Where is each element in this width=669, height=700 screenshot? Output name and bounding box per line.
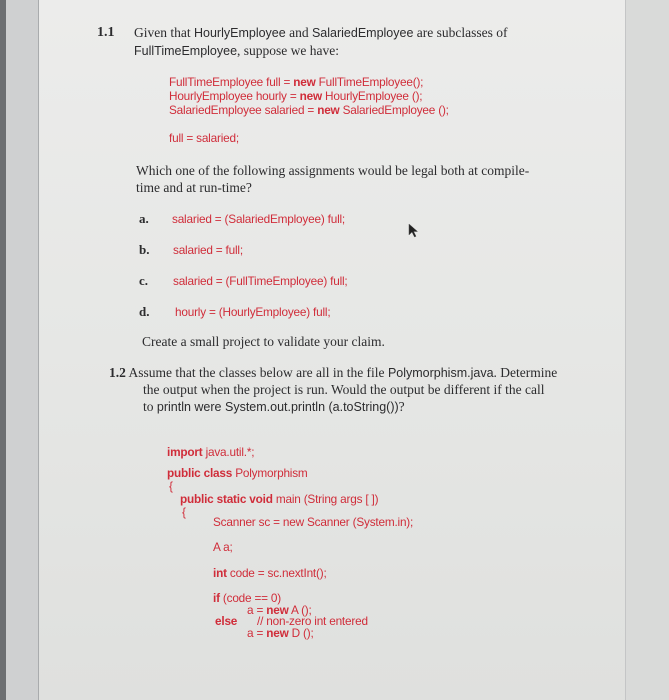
code-keyword: new (266, 603, 289, 617)
text: , suppose we have: (237, 43, 340, 58)
q2-line3 (143, 399, 405, 415)
code-import (167, 445, 254, 459)
code-decl: A a; (213, 540, 233, 554)
code-text: HourlyEmployee (); (321, 89, 423, 103)
text: are subclasses of (413, 25, 508, 40)
code-text: SalariedEmployee salaried = (169, 103, 318, 117)
code-assignment: full = salaried; (169, 131, 239, 145)
code-text: FullTimeEmployee(); (315, 75, 424, 89)
code-keyword: if (213, 591, 220, 605)
q1-question-line2: time and at run-time? (136, 180, 252, 195)
inline-code: println were System.out.println (a.toString()) (156, 400, 399, 414)
code-text: a = (247, 603, 267, 617)
option-label-b: b. (139, 242, 150, 257)
option-code-c: salaried = (FullTimeEmployee) full; (173, 274, 348, 288)
code-int (213, 566, 327, 580)
class-name: HourlyEmployee (194, 26, 286, 40)
option-code-b: salaried = full; (173, 243, 243, 257)
text: ? (398, 399, 405, 414)
code-class-decl (167, 466, 308, 480)
code-else (215, 614, 237, 628)
code-text: HourlyEmployee hourly = (169, 89, 300, 103)
code-line (169, 75, 423, 89)
code-assign-d (247, 626, 314, 640)
code-text: (code == 0) (219, 591, 282, 605)
question-number-1-2: 1.2 (109, 365, 126, 380)
code-keyword: int (213, 566, 227, 580)
q1-intro-line2 (134, 43, 339, 59)
code-keyword: import (167, 445, 203, 459)
code-keyword: public static void (180, 492, 273, 506)
option-label-a: a. (139, 211, 149, 226)
code-text: a = (247, 626, 267, 640)
code-text: java.util.*; (202, 445, 255, 459)
code-text: SalariedEmployee (); (339, 103, 449, 117)
text: . Determine (493, 365, 558, 380)
code-comment: // non-zero int entered (257, 614, 368, 628)
code-line (169, 89, 422, 103)
code-brace: { (169, 479, 173, 493)
code-line (169, 103, 449, 117)
file-name: Polymorphism.java (387, 366, 494, 380)
option-code-a: salaried = (SalariedEmployee) full; (172, 212, 345, 226)
q1-intro-line1 (134, 25, 508, 41)
page-shadow-right (623, 0, 669, 700)
code-text: code = sc.nextInt(); (226, 566, 327, 580)
code-main-decl (180, 492, 378, 506)
code-text: Polymorphism (232, 466, 308, 480)
code-keyword: else (215, 614, 238, 628)
code-text: FullTimeEmployee full = (169, 75, 294, 89)
code-keyword: public class (167, 466, 233, 480)
question-number-1-1: 1.1 (97, 25, 115, 40)
text: to (143, 399, 157, 414)
code-brace: { (182, 505, 186, 519)
text: and (285, 25, 312, 40)
text: Given that (134, 25, 194, 40)
q2-line1 (109, 365, 557, 381)
q2-line2: the output when the project is run. Would the output be different if the call (143, 382, 545, 397)
code-keyword: new (299, 89, 322, 103)
code-text: D (); (288, 626, 314, 640)
q1-closing: Create a small project to validate your claim. (142, 334, 385, 349)
document-page (38, 0, 626, 700)
q1-question-line1: Which one of the following assignments would be legal both at compile- (136, 163, 530, 178)
option-label-c: c. (139, 273, 149, 288)
class-name: FullTimeEmployee (134, 44, 238, 58)
class-name: SalariedEmployee (311, 26, 414, 40)
code-keyword: new (317, 103, 340, 117)
option-code-d: hourly = (HourlyEmployee) full; (175, 305, 331, 319)
code-keyword: new (293, 75, 316, 89)
option-label-d: d. (139, 304, 150, 319)
code-text: main (String args [ ]) (272, 492, 379, 506)
code-scanner: Scanner sc = new Scanner (System.in); (213, 515, 414, 529)
text: Assume that the classes below are all in the file (125, 365, 388, 380)
code-text: A (); (288, 603, 312, 617)
code-keyword: new (266, 626, 289, 640)
